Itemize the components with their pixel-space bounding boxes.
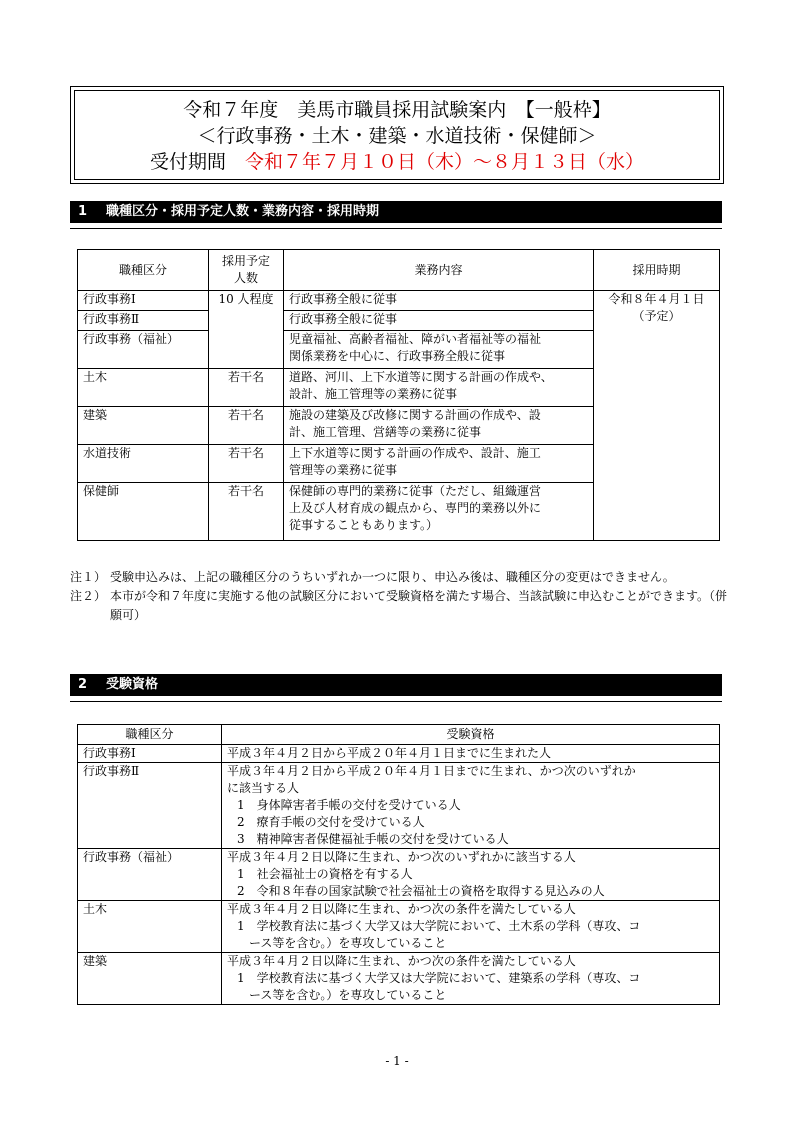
qualification-line: 平成３年４月２日以降に生まれ、かつ次のいずれかに該当する人	[227, 850, 576, 864]
section-1-number: 1	[78, 204, 88, 219]
timing-line2: （予定）	[632, 309, 681, 323]
cell-category: 行政事務Ⅰ	[78, 745, 222, 763]
qualification-line: 平成３年４月２日から平成２０年４月１日までに生まれた人	[227, 746, 552, 760]
cell-count: 10 人程度	[209, 291, 284, 369]
duties-line: 施設の建築及び改修に関する計画の作成や、設	[289, 408, 541, 422]
cell-category: 土木	[78, 901, 222, 953]
cell-qualification	[222, 953, 720, 1005]
section-1-title: 職種区分・採用予定人数・業務内容・採用時期	[106, 204, 380, 219]
table-row	[78, 291, 720, 311]
duties-line: 保健師の専門的業務に従事（ただし、組織運営	[289, 484, 542, 498]
note-label: 注１）	[70, 570, 107, 584]
header-category: 職種区分	[78, 725, 222, 745]
cell-category: 建築	[78, 953, 222, 1005]
table-row	[78, 849, 720, 901]
cell-duties	[284, 331, 594, 369]
reception-period-label: 受付期間	[149, 151, 245, 173]
cell-qualification	[222, 849, 720, 901]
table-header-row	[78, 250, 720, 291]
cell-category: 行政事務Ⅱ	[78, 763, 222, 849]
cell-duties	[284, 483, 594, 541]
qualification-line: 平成３年４月２日から平成２０年４月１日までに生まれ、かつ次のいずれか	[227, 764, 636, 778]
reception-period-dates: 令和７年７月１０日（木）～８月１３日（水）	[245, 151, 645, 173]
qualification-item: 1 学校教育法に基づく大学又は大学院において、土木系の学科（専攻、コ	[237, 919, 641, 933]
note-label: 注２）	[70, 589, 107, 603]
cell-count: 若干名	[209, 445, 284, 483]
cell-category: 建築	[78, 407, 209, 445]
job-types-subtitle: ＜行政事務・土木・建築・水道技術・保健師＞	[197, 125, 597, 147]
job-categories-table	[77, 249, 720, 541]
section-2-number: 2	[78, 677, 88, 692]
qualification-item: 1 身体障害者手帳の交付を受けている人	[237, 798, 461, 812]
cell-duties	[284, 445, 594, 483]
table-header-row	[78, 725, 720, 745]
cell-count: 若干名	[209, 407, 284, 445]
document-title: 令和７年度 美馬市職員採用試験案内 【一般枠】	[183, 99, 611, 121]
section-1-rule	[70, 228, 722, 229]
cell-qualification	[222, 745, 720, 763]
cell-category: 行政事務Ⅱ	[78, 311, 209, 331]
cell-category: 行政事務（福祉）	[78, 331, 209, 369]
duties-line: 設計、施工管理等の業務に従事	[289, 387, 458, 401]
cell-duties: 行政事務全般に従事	[284, 311, 594, 331]
table-row	[78, 745, 720, 763]
qualification-item: ース等を含む。）を専攻していること	[237, 936, 447, 950]
cell-qualification	[222, 901, 720, 953]
duties-line: 上及び人材育成の観点から、専門的業務以外に	[289, 501, 542, 515]
page-number: - 1 -	[385, 1054, 409, 1068]
section-1-heading	[70, 201, 722, 223]
table-row	[78, 901, 720, 953]
note-1	[70, 568, 730, 587]
duties-line: 児童福祉、高齢者福祉、障がい者福祉等の福祉	[289, 332, 542, 346]
note-text: 本市が令和７年度に実施する他の試験区分において受験資格を満たす場合、当該試験に申込むことができます。（併願可）	[110, 589, 728, 622]
header-category: 職種区分	[78, 250, 209, 291]
table-row	[78, 953, 720, 1005]
header-count-line2: 人数	[233, 271, 258, 285]
qualification-item: 1 社会福祉士の資格を有する人	[237, 867, 413, 881]
qualification-item: ース等を含む。）を専攻していること	[237, 988, 447, 1002]
header-timing: 採用時期	[594, 250, 720, 291]
qualification-item: 2 療育手帳の交付を受けている人	[237, 815, 425, 829]
header-duties: 業務内容	[284, 250, 594, 291]
cell-category: 行政事務Ⅰ	[78, 291, 209, 311]
duties-line: 道路、河川、上下水道等に関する計画の作成や、	[289, 370, 553, 384]
cell-category: 保健師	[78, 483, 209, 541]
note-2	[70, 587, 730, 625]
qualifications-table	[77, 724, 720, 1005]
reception-period	[71, 150, 723, 174]
duties-line: 管理等の業務に従事	[289, 463, 398, 477]
title-box	[70, 86, 724, 184]
qualification-line: に該当する人	[227, 781, 300, 795]
section-2-title: 受験資格	[106, 677, 159, 692]
duties-line: 関係業務を中心に、行政事務全般に従事	[289, 349, 506, 363]
cell-category: 水道技術	[78, 445, 209, 483]
header-qualification: 受験資格	[222, 725, 720, 745]
cell-duties: 行政事務全般に従事	[284, 291, 594, 311]
duties-line: 上下水道等に関する計画の作成や、設計、施工	[289, 446, 541, 460]
cell-duties	[284, 369, 594, 407]
qualification-line: 平成３年４月２日以降に生まれ、かつ次の条件を満たしている人	[227, 954, 576, 968]
section-2-heading	[70, 674, 722, 696]
qualification-item: 1 学校教育法に基づく大学又は大学院において、建築系の学科（専攻、コ	[237, 971, 641, 985]
header-count-line1: 採用予定	[221, 254, 270, 268]
cell-category: 行政事務（福祉）	[78, 849, 222, 901]
qualification-item: 2 令和８年春の国家試験で社会福祉士の資格を取得する見込みの人	[237, 884, 605, 898]
section-2-rule	[70, 701, 722, 702]
timing-line1: 令和８年４月１日	[608, 292, 705, 306]
duties-line: 計、施工管理、営繕等の業務に従事	[289, 425, 482, 439]
header-count	[209, 250, 284, 291]
cell-category: 土木	[78, 369, 209, 407]
cell-count: 若干名	[209, 483, 284, 541]
cell-count: 若干名	[209, 369, 284, 407]
duties-line: 従事することもあります。）	[289, 518, 439, 532]
note-text: 受験申込みは、上記の職種区分のうちいずれか一つに限り、申込み後は、職種区分の変更はできません。	[110, 570, 675, 584]
qualification-line: 平成３年４月２日以降に生まれ、かつ次の条件を満たしている人	[227, 902, 576, 916]
table-row	[78, 763, 720, 849]
notes	[70, 568, 730, 625]
cell-qualification	[222, 763, 720, 849]
qualification-item: 3 精神障害者保健福祉手帳の交付を受けている人	[237, 832, 509, 846]
cell-duties	[284, 407, 594, 445]
cell-timing	[594, 291, 720, 541]
